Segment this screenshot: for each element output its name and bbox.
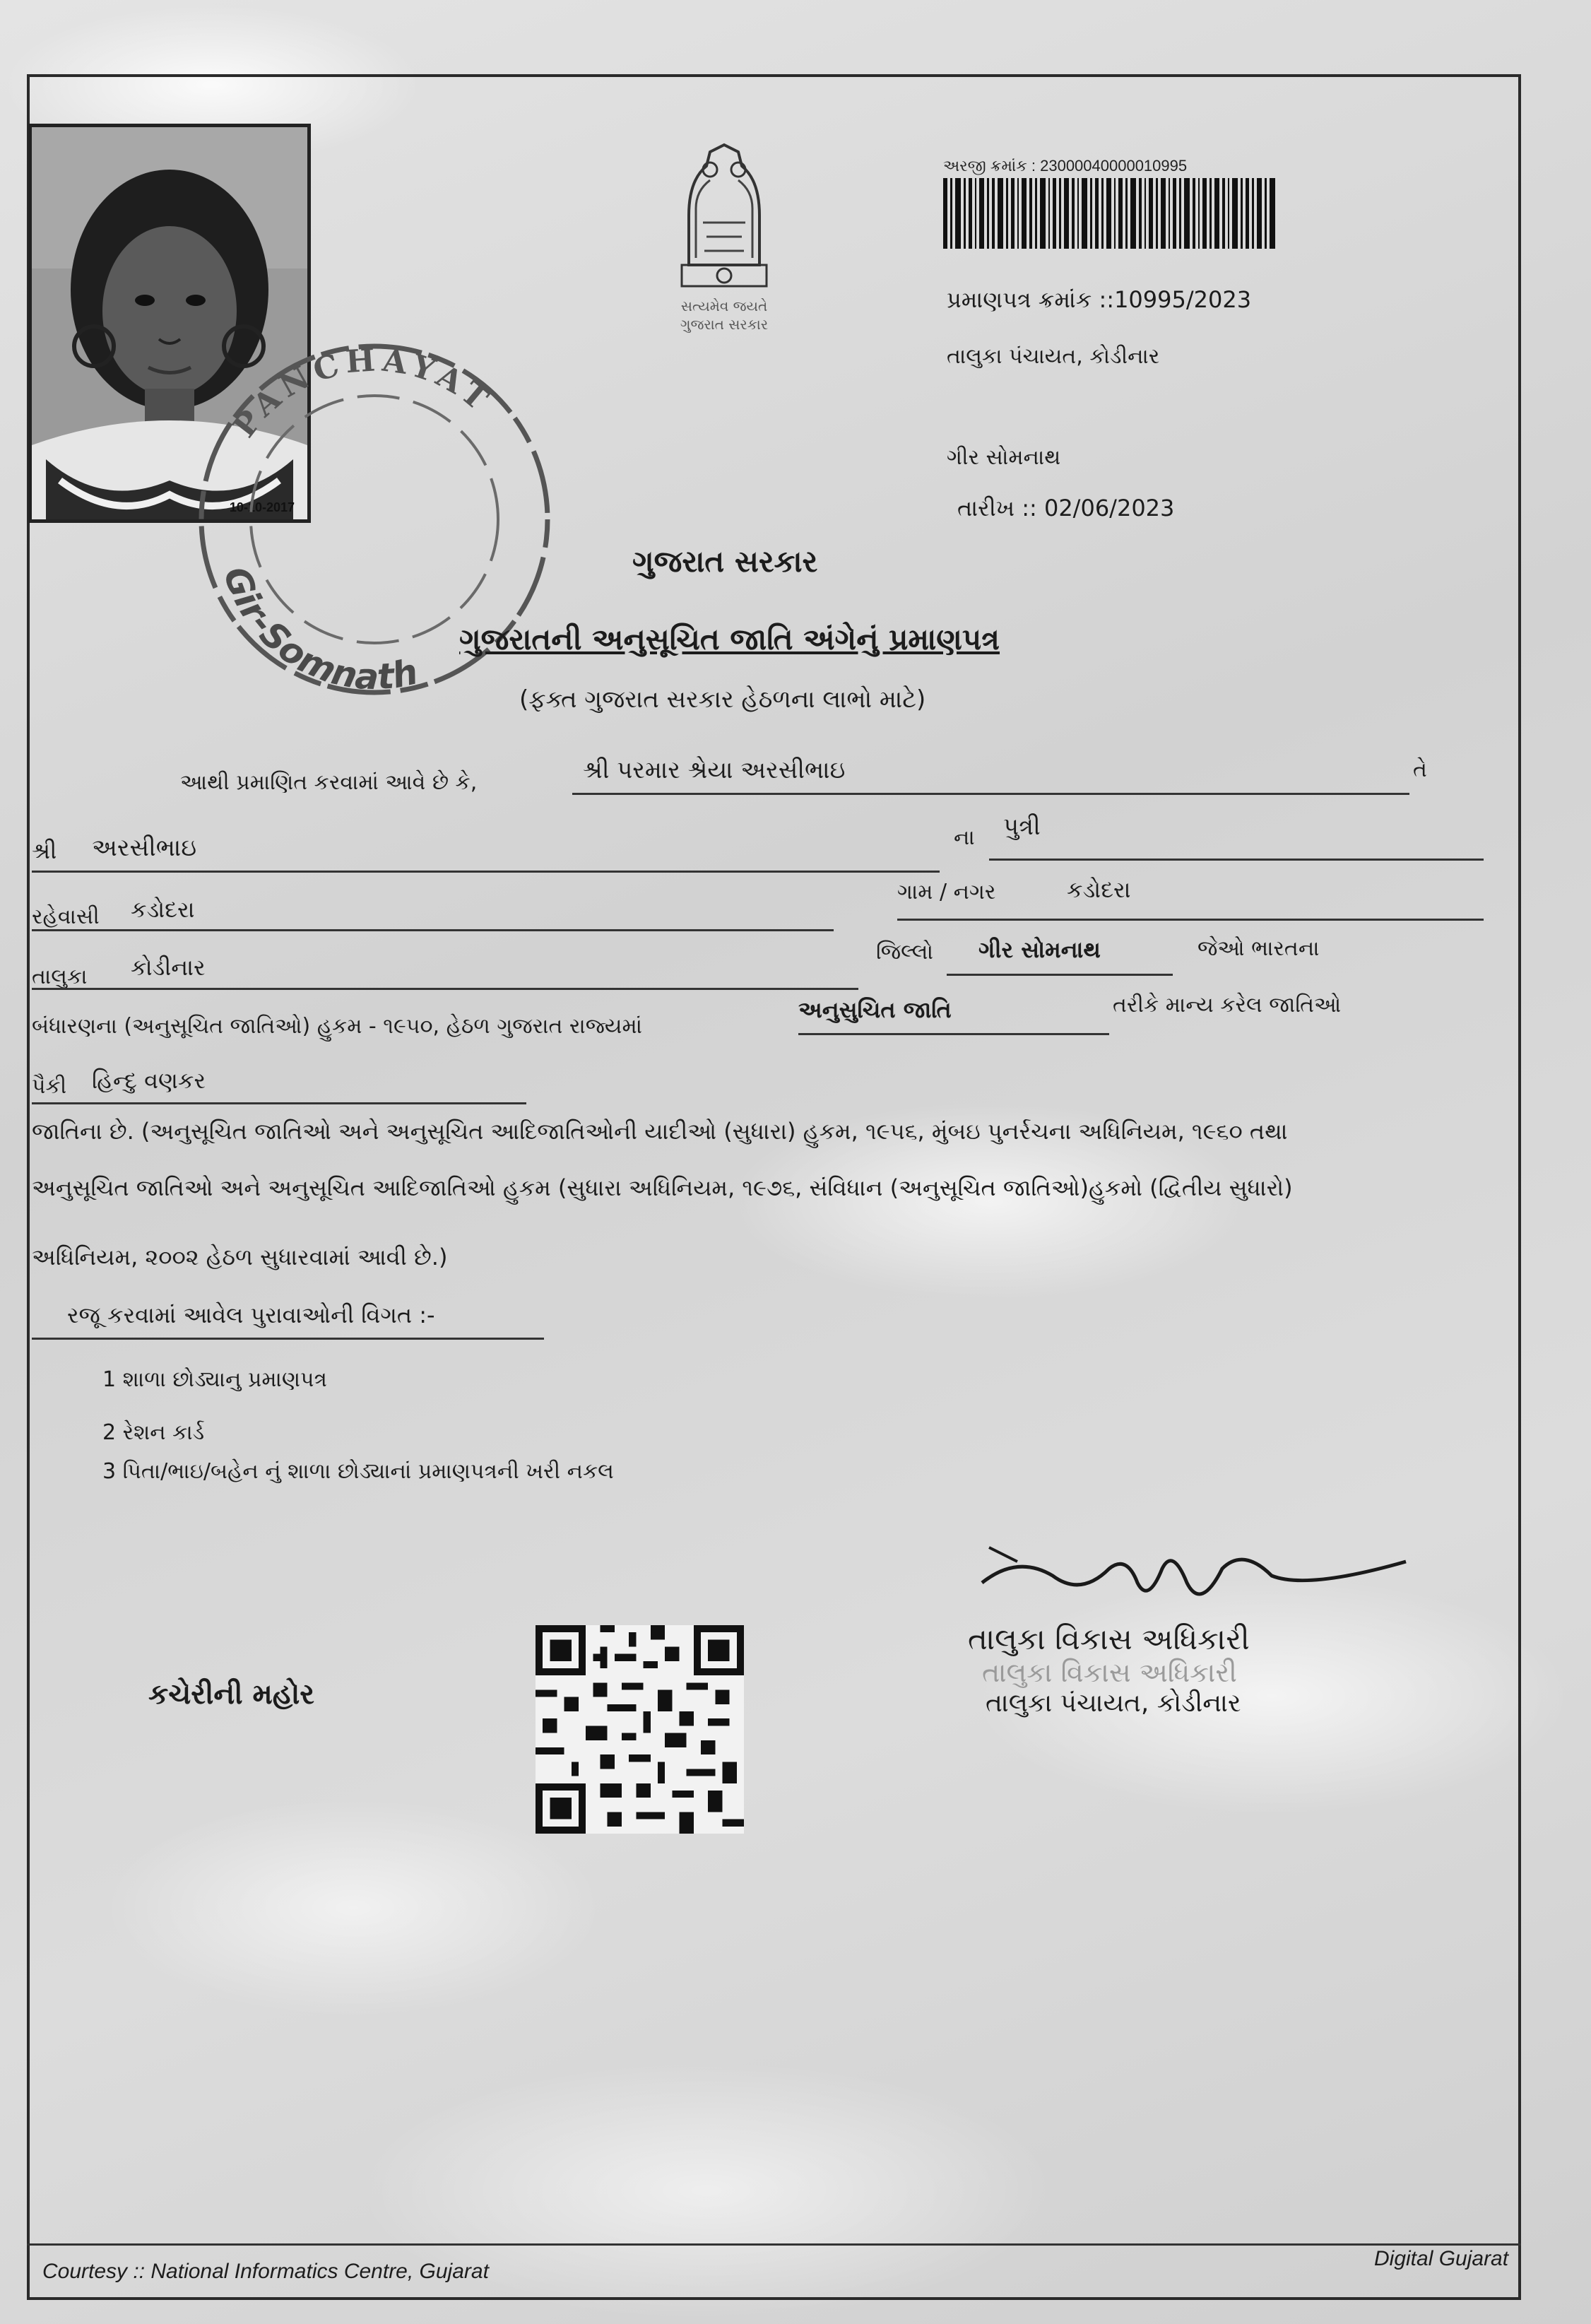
evidence-heading: રજૂ કરવામાં આવેલ પુરાવાઓની વિગત :- — [67, 1302, 435, 1328]
certificate-subtitle: (ફક્ત ગુજરાત સરકાર હેઠળના લાભો માટે) — [519, 685, 926, 714]
stamp-bottom-text: Gir-Somnath — [215, 561, 422, 698]
legal-para-line1: જાતિના છે. (અનુસૂચિત જાતિઓ અને અનુસૂચિત આદિજાતિઓની યાદીઓ (સુધારા) હુકમ, ૧૯૫૬, મુંબઇ પુનર્રચના અધિનિયમ, ૧૯૬૦ તથા — [32, 1118, 1288, 1145]
resident-village: કડોદરા — [131, 896, 195, 923]
district-name: ગીર સોમનાથ — [978, 936, 1101, 963]
emblem-caption-line1: સત્યમેવ જયતે — [680, 297, 768, 314]
india-label: જેઓ ભારતના — [1197, 936, 1320, 961]
among-label: પૈકી — [32, 1074, 67, 1099]
emblem-caption-line2: ગુજરાત સરકાર — [680, 316, 769, 333]
constitution-text: બંધારણના (અનુસૂચિત જાતિઓ) હુકમ - ૧૯૫૦, હેઠળ ગુજરાત રાજ્યમાં — [32, 1014, 642, 1039]
taluka-name: કોડીનાર — [131, 954, 206, 981]
certificate-title: ગુજરાતની અનુસૂચિત જાતિ અંગેનું પ્રમાણપત્ર — [459, 622, 1000, 656]
father-prefix: શ્રી — [32, 837, 57, 864]
applicant-name: શ્રી પરમાર શ્રેયા અરસીભાઇ — [583, 756, 846, 784]
legal-para-line2: અનુસૂચિત જાતિઓ અને અનુસૂચિત આદિજાતિઓ હુકમ (સુધારા અધિનિયમ, ૧૯૭૬, સંવિધાન (અનુસૂચિત જાતિઓ)હુકમો (દ્વિતીય સુધારો) — [32, 1174, 1293, 1201]
office-seal-label: કચેરીની મહોર — [148, 1678, 314, 1711]
footer-courtesy: Courtesy :: National Informatics Centre, Gujarat — [42, 2260, 489, 2283]
issuing-office: તાલુકા પંચાયત, કોડીનાર — [947, 344, 1160, 369]
footer-brand: Digital Gujarat — [1374, 2247, 1509, 2270]
officer-title: તાલુકા વિકાસ અધિકારી — [968, 1622, 1250, 1656]
issuing-district: ગીર સોમનાથ — [947, 445, 1061, 470]
qr-code — [536, 1625, 744, 1834]
officer-rubber-stamp: તાલુકા વિકાસ અધિકારી — [982, 1657, 1237, 1688]
district-label: જિલ્લો — [876, 940, 933, 965]
village-name: કડોદરા — [1067, 876, 1131, 903]
evidence-item: 3 પિતા/ભાઇ/બહેન નું શાળા છોડ્યાનાં પ્રમાણપત્રની ખરી નકલ — [102, 1459, 614, 1484]
officer-office: તાલુકા પંચાયત, કોડીનાર — [986, 1689, 1241, 1718]
village-label: ગામ / નગર — [897, 880, 996, 904]
evidence-item: 1 શાળા છોડ્યાનુ પ્રમાણપત્ર — [102, 1367, 327, 1392]
caste-name: હિન્દુ વણકર — [92, 1067, 206, 1094]
stamp-top-text: PANCHAYAT — [226, 341, 499, 444]
father-name: અરસીભાઇ — [92, 834, 197, 862]
emblem-caption — [639, 297, 809, 334]
issue-date: તારીખ :: 02/06/2023 — [957, 495, 1175, 521]
recognized-label: તરીકે માન્ય કરેલ જાતિઓ — [1113, 993, 1342, 1018]
caste-category: અનુસુચિત જાતિ — [798, 996, 952, 1023]
application-number: અરજી ક્રમાંક : 23000040000010995 — [943, 157, 1188, 175]
name-suffix: તે — [1413, 757, 1427, 782]
barcode — [943, 178, 1275, 249]
relation-label: ના — [954, 825, 975, 850]
taluka-label: તાલુકા — [32, 965, 88, 989]
certify-label: આથી પ્રમાણિત કરવામાં આવે છે કે, — [180, 770, 478, 795]
photo-date: 10-10-2017 — [229, 500, 295, 514]
evidence-item: 2 રેશન કાર્ડ — [102, 1420, 205, 1445]
office-stamp — [177, 322, 572, 717]
certificate-number: પ્રમાણપત્ર ક્રમાંક ::10995/2023 — [947, 286, 1252, 313]
footer-rule — [27, 2243, 1521, 2246]
legal-para-line3: અધિનિયમ, ૨૦૦૨ હેઠળ સુધારવામાં આવી છે.) — [32, 1244, 448, 1270]
government-title: ગુજરાત સરકાર — [632, 544, 818, 579]
svg-text:PANCHAYAT — [226, 342, 499, 444]
relation: પુત્રી — [1003, 813, 1041, 841]
resident-label: રહેવાસી — [32, 904, 100, 929]
